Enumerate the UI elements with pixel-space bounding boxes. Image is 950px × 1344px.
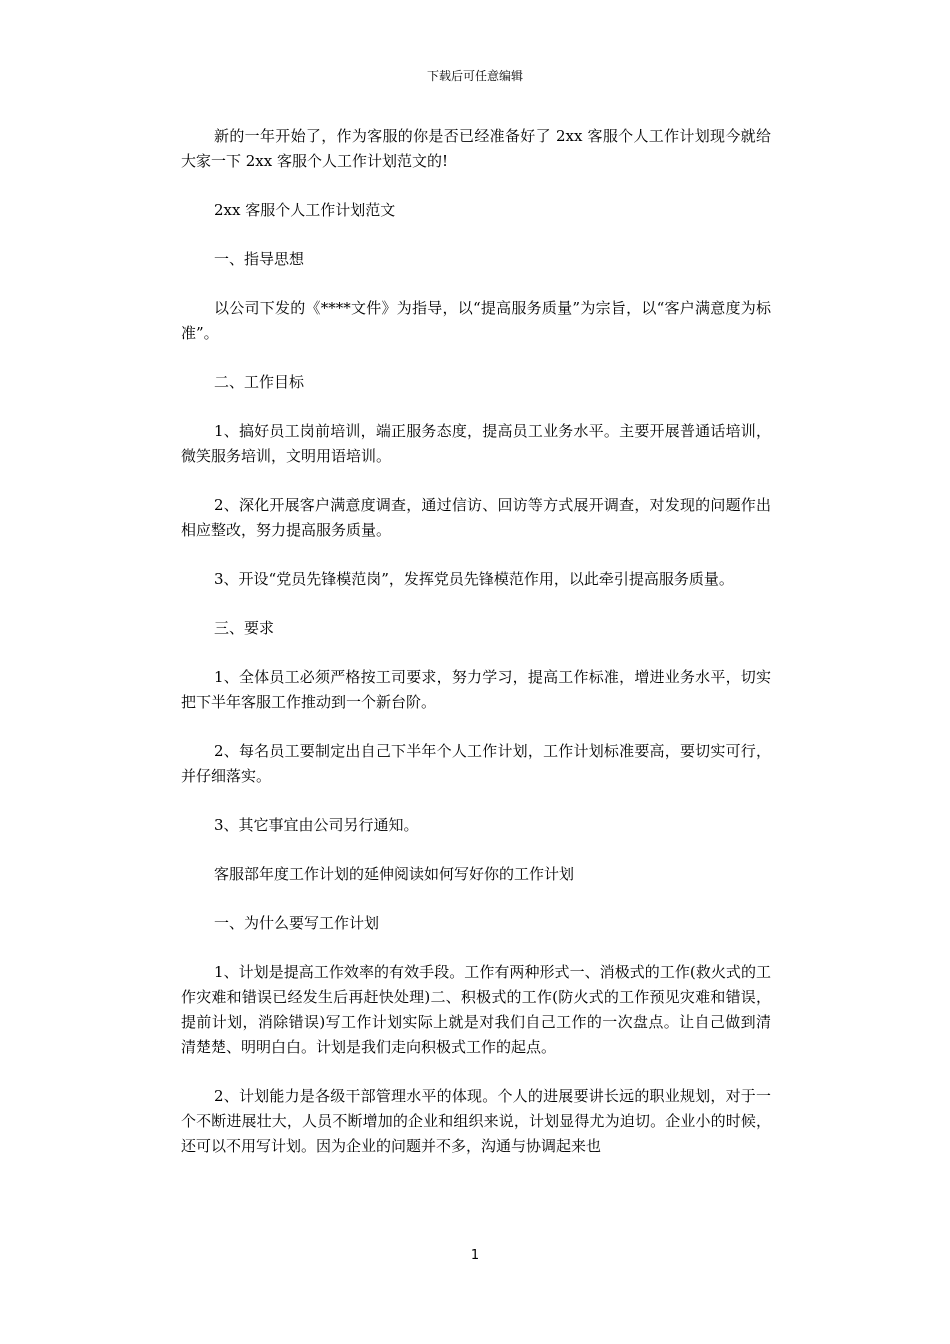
page-header: 下载后可任意编辑: [426, 69, 523, 83]
section-heading-guiding-ideology: 一、指导思想: [214, 250, 305, 268]
section-heading-why-write-plan: 一、为什么要写工作计划: [214, 914, 380, 932]
list-item: 3、其它事宜由公司另行通知。: [214, 816, 419, 834]
list-item: 2、深化开展客户满意度调查，通过信访、回访等方式展开调查，对发现的问题作出相应整改，努力提高服务质量。: [181, 496, 771, 539]
list-item: 1、搞好员工岗前培训，端正服务态度，提高员工业务水平。主要开展普通话培训，微笑服务培训，文明用语培训。: [181, 422, 771, 465]
document-title: 2xx 客服个人工作计划范文: [214, 201, 396, 219]
list-item: 2、计划能力是各级干部管理水平的体现。个人的进展要讲长远的职业规划，对于一个不断进展壮大，人员不断增加的企业和组织来说，计划显得尤为迫切。企业小的时候，还可以不用写计划。因为企业的问题并不多，沟通与协调起来也: [181, 1087, 771, 1155]
list-item: 1、全体员工必须严格按工司要求，努力学习，提高工作标准，增进业务水平，切实把下半年客服工作推动到一个新台阶。: [181, 668, 771, 711]
list-item: 3、开设“党员先锋模范岗”，发挥党员先锋模范作用，以此牵引提高服务质量。: [214, 570, 734, 588]
section-heading-work-goals: 二、工作目标: [214, 373, 305, 391]
extended-reading-title: 客服部年度工作计划的延伸阅读如何写好你的工作计划: [214, 865, 575, 883]
page-number: 1: [470, 1248, 480, 1263]
section-heading-requirements: 三、要求: [214, 619, 275, 637]
intro-paragraph: 新的一年开始了，作为客服的你是否已经准备好了 2xx 客服个人工作计划现今就给大家一下 2xx 客服个人工作计划范文的!: [181, 127, 771, 170]
document-body: [181, 124, 771, 1159]
list-item: 1、计划是提高工作效率的有效手段。工作有两种形式一、消极式的工作(救火式的工作灾难和错误已经发生后再赶快处理)二、积极式的工作(防火式的工作预见灾难和错误，提前计划，消除错误)写工作计划实际上就是对我们自己工作的一次盘点。让自己做到清清楚楚、明明白白。计划是我们走向积极式工作的起点。: [181, 963, 771, 1056]
list-item: 2、每名员工要制定出自己下半年个人工作计划，工作计划标准要高，要切实可行，并仔细落实。: [181, 742, 771, 785]
paragraph: 以公司下发的《****文件》为指导，以“提高服务质量”为宗旨，以“客户满意度为标准”。: [181, 299, 771, 342]
